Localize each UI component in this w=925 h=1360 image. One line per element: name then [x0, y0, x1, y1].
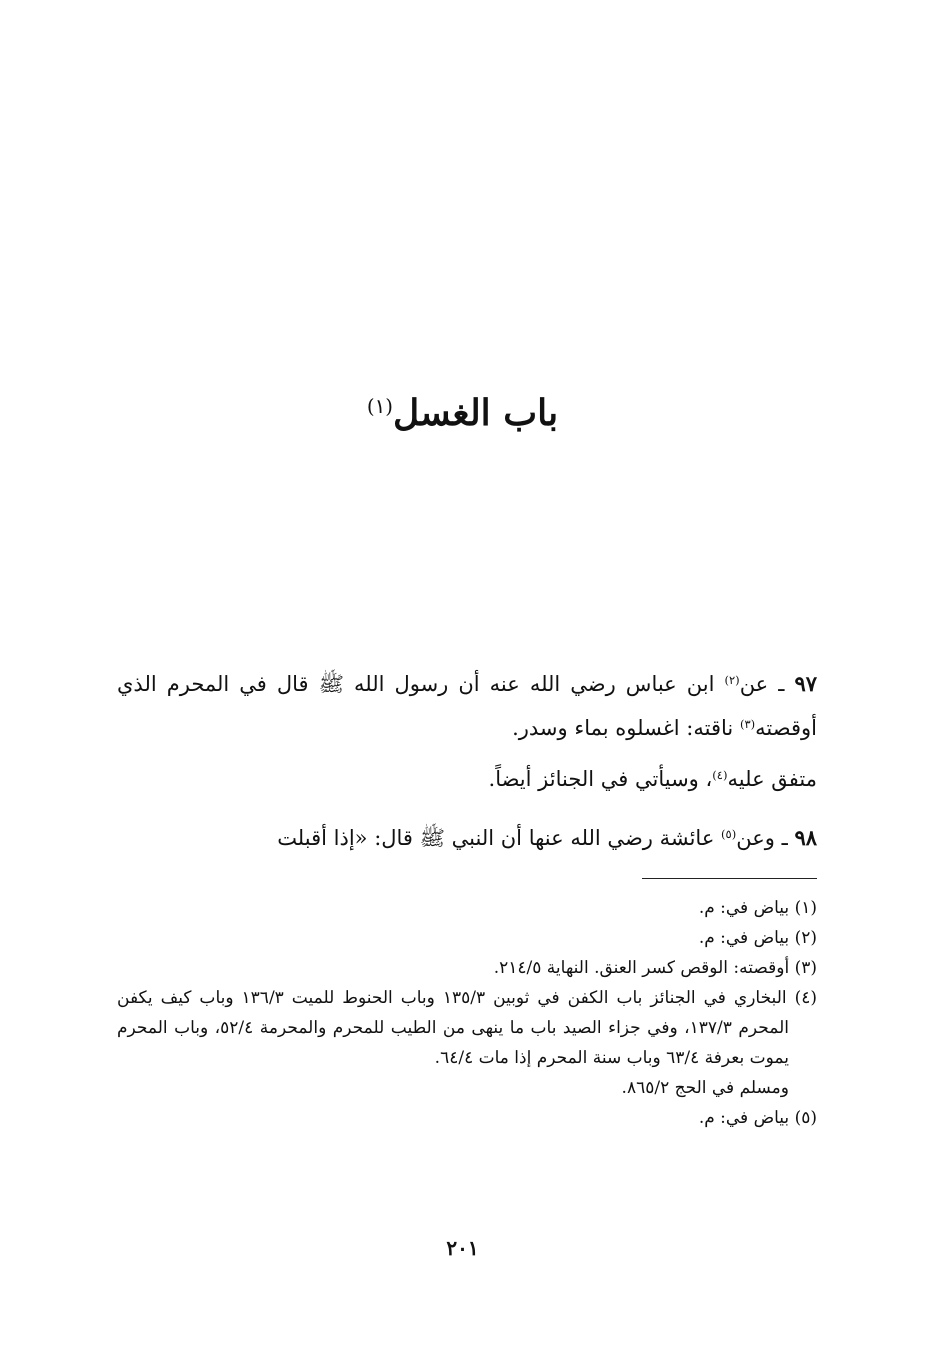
footnote-text: بياض في: م. [698, 1108, 790, 1128]
footnote-4 [117, 983, 817, 1073]
footnote-ref: (٣) [739, 716, 756, 731]
hadith-text: ابن عباس رضي الله عنه أن رسول الله ﷺ قال في المحرم الذي أوقصته [117, 671, 817, 740]
footnote-3 [117, 953, 817, 983]
footnote-number: (٥) [794, 1108, 817, 1128]
hadith-number: ٩٧ [794, 670, 817, 696]
footnote-text: البخاري في الجنائز باب الكفن في ثوبين ١٣٥/٣ وباب الحنوط للميت ١٣٦/٣ وباب كيف يكفن المحرم ١٣٧/٣، وفي جزاء الصيد باب ما ينهى من الطيب للمحرم والمحرمة ٥٢/٤، وباب المحرم يموت بعرفة ٦٣/٤ وباب سنة المحرم إذا مات ٦٤/٤. [117, 988, 789, 1068]
chapter-title [0, 382, 925, 438]
footnote-ref: (٥) [721, 827, 737, 841]
footnote-5 [117, 1103, 817, 1133]
hadith-97-source [117, 755, 817, 799]
footnotes [117, 893, 817, 1133]
footnote-text: بياض في: م. [698, 928, 790, 948]
hadith-97 [117, 660, 817, 748]
footnote-text: أوقصته: الوقص كسر العنق. النهاية ٢١٤/٥. [493, 958, 790, 978]
footnote-text: ومسلم في الحج ٨٦٥/٢. [621, 1078, 789, 1098]
chapter-title-text: باب الغسل [392, 391, 559, 434]
footnote-1 [117, 893, 817, 923]
footnote-text: بياض في: م. [698, 898, 790, 918]
source-text: ، وسيأتي في الجنائز أيضاً. [488, 766, 713, 791]
footnote-number: (٣) [794, 958, 817, 978]
footnote-divider [642, 878, 817, 879]
page-number: ٢٠١ [446, 1236, 479, 1260]
footnote-ref: (٢) [724, 673, 740, 687]
footnote-number: (٢) [794, 928, 817, 948]
source-text: متفق عليه [727, 766, 817, 791]
footnote-number: (١) [794, 898, 817, 918]
footnote-4-continued [117, 1073, 817, 1103]
footnote-ref: (٤) [712, 768, 728, 782]
hadith-text: ناقته: اغسلوه بماء وسدر. [512, 715, 740, 740]
footnote-ref: (١) [366, 395, 393, 418]
hadith-98 [117, 814, 817, 858]
hadith-text: ـ وعن [736, 825, 795, 850]
hadith-number: ٩٨ [794, 824, 817, 850]
hadith-text: ـ عن [739, 671, 795, 696]
footnote-2 [117, 923, 817, 953]
footnote-number: (٤) [794, 988, 817, 1008]
hadith-text: عائشة رضي الله عنها أن النبي ﷺ قال: «إذا أقبلت [277, 825, 722, 850]
